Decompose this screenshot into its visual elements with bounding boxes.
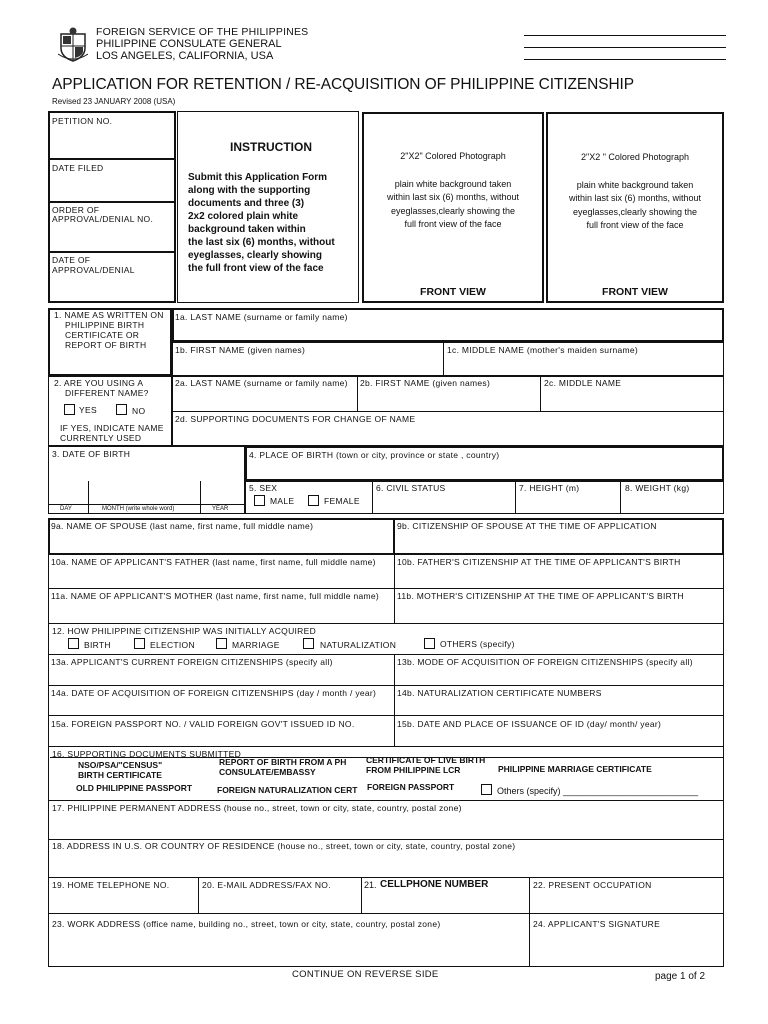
doc-label-line: REPORT OF BIRTH FROM A PH xyxy=(219,757,347,767)
field-24-label: 24. APPLICANT'S SIGNATURE xyxy=(533,919,661,929)
doc-philippine-marriage-certificate[interactable]: PHILIPPINE MARRIAGE CERTIFICATE xyxy=(498,764,652,774)
female-label: FEMALE xyxy=(324,496,360,506)
note-line: IF YES, INDICATE NAME xyxy=(60,423,164,433)
instruction-line: 2x2 colored plain white xyxy=(188,211,299,222)
divider xyxy=(49,251,175,253)
naturalization-checkbox[interactable] xyxy=(303,638,314,649)
field-10a-label: 10a. NAME OF APPLICANT'S FATHER (last name, first name, full middle name) xyxy=(51,557,376,567)
field-9a-label: 9a. NAME OF SPOUSE (last name, first name, full middle name) xyxy=(51,521,314,531)
instruction-heading: INSTRUCTION xyxy=(230,140,312,154)
field-21-number: 21. xyxy=(364,880,377,890)
photo-2-caption: FRONT VIEW xyxy=(602,286,668,298)
header-org-2: PHILIPPINE CONSULATE GENERAL xyxy=(96,38,282,50)
field-20-label: 20. E-MAIL ADDRESS/FAX NO. xyxy=(202,880,331,890)
continue-on-reverse-side: CONTINUE ON REVERSE SIDE xyxy=(292,969,439,980)
field-14a-label: 14a. DATE OF ACQUISITION OF FOREIGN CITIZENSHIPS (day / month / year) xyxy=(51,688,377,698)
field-13a-label: 13a. APPLICANT'S CURRENT FOREIGN CITIZENSHIPS (specify all) xyxy=(51,657,333,667)
naturalization-label: NATURALIZATION xyxy=(320,640,397,650)
field-11a-label: 11a. NAME OF APPLICANT'S MOTHER (last name, first name, full middle name) xyxy=(51,591,380,601)
doc-label-line: CERTIFICATE OF LIVE BIRTH xyxy=(366,755,486,765)
field-2a-label: 2a. LAST NAME (surname or family name) xyxy=(175,378,348,388)
divider xyxy=(49,201,175,203)
dob-year-label: YEAR xyxy=(212,506,229,512)
instruction-line: the last six (6) months, without xyxy=(188,237,335,248)
field-11b-label: 11b. MOTHER'S CITIZENSHIP AT THE TIME OF APPLICANT'S BIRTH xyxy=(397,591,684,601)
field-2d-label: 2d. SUPPORTING DOCUMENTS FOR CHANGE OF NAME xyxy=(175,414,416,424)
photo-title: 2"X2 " Colored Photograph xyxy=(581,152,689,162)
dob-divider xyxy=(88,481,89,513)
doc-nso-birth-certificate[interactable] xyxy=(78,760,162,780)
instruction-line: along with the supporting xyxy=(188,185,311,196)
doc-label-line: CONSULATE/EMBASSY xyxy=(219,767,316,777)
photo-instruction-line: eyeglasses,clearly showing the xyxy=(390,205,516,216)
birth-checkbox[interactable] xyxy=(68,638,79,649)
field-13b-label: 13b. MODE OF ACQUISITION OF FOREIGN CITIZENSHIPS (specify all) xyxy=(397,657,693,667)
petition-no-label: PETITION NO. xyxy=(52,116,113,126)
photo-instruction-line: within last six (6) months, without xyxy=(386,192,520,202)
photo-instruction-line: full front view of the face xyxy=(404,219,502,229)
dob-month-label: MONTH (write whole word) xyxy=(102,506,175,512)
field-18-label: 18. ADDRESS IN U.S. OR COUNTRY OF RESIDENCE (house no., street, town or city, state, country, postal zone) xyxy=(52,841,516,851)
doc-report-of-birth[interactable] xyxy=(219,757,346,777)
birth-label: BIRTH xyxy=(84,640,111,650)
yes-checkbox[interactable] xyxy=(64,404,75,415)
field-2-note xyxy=(60,423,164,443)
no-label: NO xyxy=(132,406,146,416)
header-blank-line-1 xyxy=(524,35,726,36)
doc-foreign-naturalization-cert[interactable]: FOREIGN NATURALIZATION CERT xyxy=(217,785,358,795)
note-line: CURRENTLY USED xyxy=(60,433,142,443)
label-line: DIFFERENT NAME? xyxy=(65,388,149,398)
field-14b-label: 14b. NATURALIZATION CERTIFICATE NUMBERS xyxy=(397,688,602,698)
field-2c-label: 2c. MIDDLE NAME xyxy=(544,378,622,388)
others-checkbox[interactable] xyxy=(424,638,435,649)
field-1b-label: 1b. FIRST NAME (given names) xyxy=(175,345,306,355)
photo-instruction-line: full front view of the face xyxy=(586,220,684,230)
doc-label-line: NSO/PSA/"CENSUS" xyxy=(78,760,163,770)
photo-instruction-line: plain white background taken xyxy=(576,179,694,190)
header-org-1: FOREIGN SERVICE OF THE PHILIPPINES xyxy=(96,26,309,38)
male-checkbox[interactable] xyxy=(254,495,265,506)
header-blank-line-3 xyxy=(524,59,726,60)
field-1c-label: 1c. MIDDLE NAME (mother's maiden surname) xyxy=(447,345,639,355)
field-21-label: CELLPHONE NUMBER xyxy=(380,879,489,890)
photo-title: 2"X2" Colored Photograph xyxy=(400,151,506,161)
instruction-line: eyeglasses, clearly showing xyxy=(188,250,322,261)
field-12-label: 12. HOW PHILIPPINE CITIZENSHIP WAS INITIALLY ACQUIRED xyxy=(52,626,317,636)
marriage-checkbox[interactable] xyxy=(216,638,227,649)
field-22-label: 22. PRESENT OCCUPATION xyxy=(533,880,652,890)
field-4-label: 4. PLACE OF BIRTH (town or city, province or state , country) xyxy=(249,450,500,460)
form-title: APPLICATION FOR RETENTION / RE-ACQUISITION OF PHILIPPINE CITIZENSHIP xyxy=(52,76,634,93)
dob-day-label: DAY xyxy=(60,506,72,512)
photo-instruction-line: plain white background taken xyxy=(394,178,512,189)
date-approval-label-2: APPROVAL/DENIAL xyxy=(52,265,135,275)
field-1a-label: 1a. LAST NAME (surname or family name) xyxy=(175,312,348,322)
header-blank-line-2 xyxy=(524,47,726,48)
field-17-label: 17. PHILIPPINE PERMANENT ADDRESS (house no., street, town or city, state, country, postal zone) xyxy=(52,803,462,813)
photo-1-caption: FRONT VIEW xyxy=(420,286,486,298)
doc-others-checkbox[interactable] xyxy=(481,784,492,795)
field-23-label: 23. WORK ADDRESS (office name, building no., street, town or city, state, country, postal zone) xyxy=(52,919,441,929)
label-line: REPORT OF BIRTH xyxy=(65,340,147,350)
date-filed-label: DATE FILED xyxy=(52,163,104,173)
field-6-label: 6. CIVIL STATUS xyxy=(376,483,446,493)
field-15b-label: 15b. DATE AND PLACE OF ISSUANCE OF ID (day/ month/ year) xyxy=(397,719,662,729)
field-3-label: 3. DATE OF BIRTH xyxy=(52,449,131,459)
label-line: 2. ARE YOU USING A xyxy=(54,378,144,388)
revised-date: Revised 23 JANUARY 2008 (USA) xyxy=(52,97,176,106)
yes-label: YES xyxy=(79,405,97,415)
label-line: 1. NAME AS WRITTEN ON xyxy=(54,310,164,320)
order-approval-label-1: ORDER OF xyxy=(52,205,100,215)
instruction-line: the full front view of the face xyxy=(188,263,324,274)
photo-instruction-line: within last six (6) months, without xyxy=(568,193,702,203)
instruction-line: documents and three (3) xyxy=(188,198,305,209)
dob-divider xyxy=(49,504,244,505)
dob-divider xyxy=(200,481,201,513)
field-15a-label: 15a. FOREIGN PASSPORT NO. / VALID FOREIGN GOV'T ISSUED ID NO. xyxy=(51,719,355,729)
field-9b-label: 9b. CITIZENSHIP OF SPOUSE AT THE TIME OF APPLICATION xyxy=(397,521,657,531)
field-2-label xyxy=(54,378,149,398)
no-checkbox[interactable] xyxy=(116,404,127,415)
instruction-line: background taken within xyxy=(188,224,306,235)
date-approval-label-1: DATE OF xyxy=(52,255,91,265)
photo-instruction-line: eyeglasses,clearly showing the xyxy=(572,206,698,217)
instruction-line: Submit this Application Form xyxy=(188,172,328,183)
photo-1-text xyxy=(364,150,542,232)
doc-old-philippine-passport[interactable]: OLD PHILIPPINE PASSPORT xyxy=(76,783,193,793)
field-2b-label: 2b. FIRST NAME (given names) xyxy=(360,378,491,388)
photo-2-text xyxy=(548,151,722,233)
field-16-label: 16. SUPPORTING DOCUMENTS SUBMITTED xyxy=(52,749,242,759)
field-1-label xyxy=(54,310,164,350)
field-8-label: 8. WEIGHT (kg) xyxy=(625,483,690,493)
doc-label-line: BIRTH CERTIFICATE xyxy=(78,770,162,780)
label-line: PHILIPPINE BIRTH xyxy=(65,320,145,330)
doc-certificate-of-live-birth[interactable] xyxy=(366,755,485,775)
doc-label-line: FROM PHILIPPINE LCR xyxy=(366,765,461,775)
field-7-label: 7. HEIGHT (m) xyxy=(519,483,580,493)
seal-logo xyxy=(58,26,88,62)
doc-others-label: Others (specify) ___________________________ xyxy=(497,786,699,796)
female-checkbox[interactable] xyxy=(308,495,319,506)
election-checkbox[interactable] xyxy=(134,638,145,649)
field-5-label: 5. SEX xyxy=(249,483,278,493)
instruction-text xyxy=(188,171,335,275)
doc-foreign-passport[interactable]: FOREIGN PASSPORT xyxy=(367,782,455,792)
order-approval-label-2: APPROVAL/DENIAL NO. xyxy=(52,214,154,224)
marriage-label: MARRIAGE xyxy=(232,640,280,650)
label-line: CERTIFICATE OR xyxy=(65,330,140,340)
election-label: ELECTION xyxy=(150,640,195,650)
divider xyxy=(49,158,175,160)
male-label: MALE xyxy=(270,496,295,506)
field-19-label: 19. HOME TELEPHONE NO. xyxy=(52,880,170,890)
header-org-3: LOS ANGELES, CALIFORNIA, USA xyxy=(96,50,274,62)
field-10b-label: 10b. FATHER'S CITIZENSHIP AT THE TIME OF APPLICANT'S BIRTH xyxy=(397,557,681,567)
page-number: page 1 of 2 xyxy=(655,971,706,982)
others-label: OTHERS (specify) xyxy=(440,639,515,649)
